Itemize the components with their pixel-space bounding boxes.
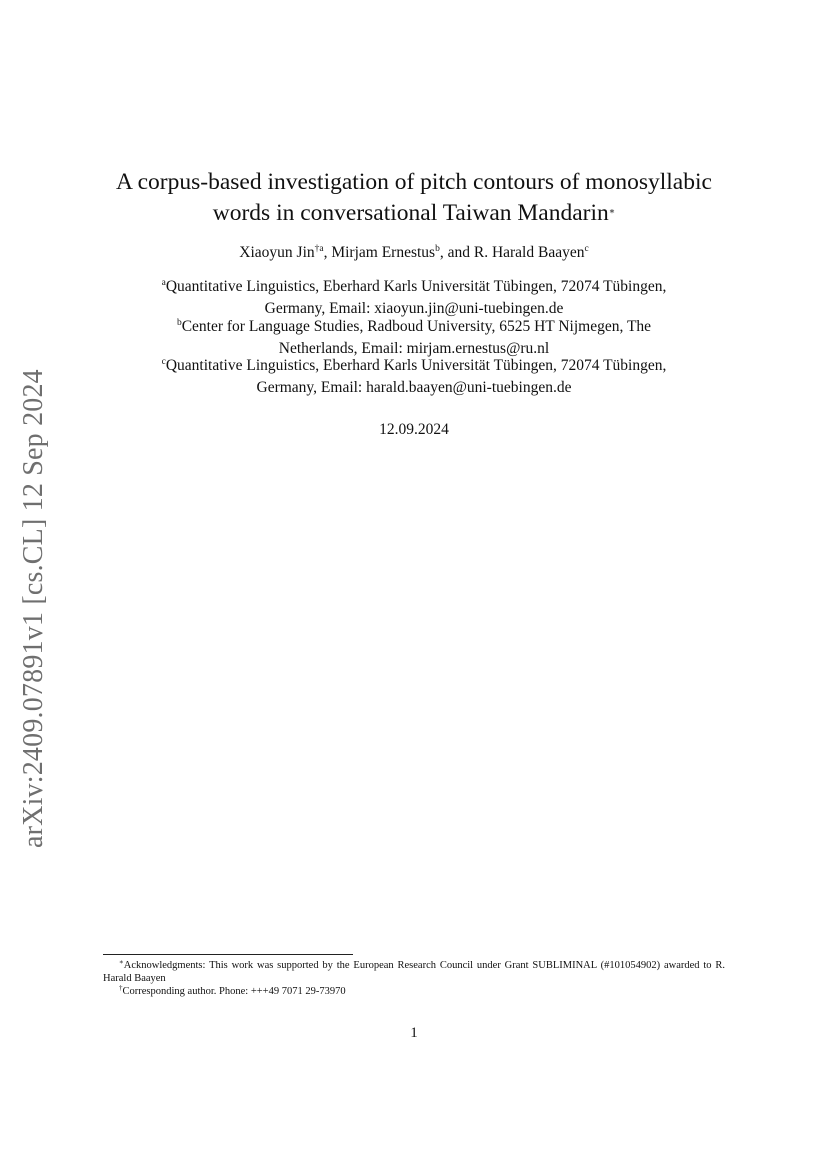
affiliation-line: Center for Language Studies, Radboud University, 6525 HT Nijmegen, The bbox=[181, 318, 652, 335]
author-list bbox=[100, 244, 728, 262]
affiliation-line: Quantitative Linguistics, Eberhard Karls Universität Tübingen, 72074 Tübingen, bbox=[165, 357, 667, 374]
affiliation-mark: b bbox=[176, 318, 182, 328]
author-affiliation-mark: b bbox=[435, 244, 440, 254]
paper-title bbox=[100, 167, 728, 229]
author-affiliation-mark: c bbox=[584, 244, 589, 254]
paper-date: 12.09.2024 bbox=[379, 421, 449, 438]
footnote-acknowledgments bbox=[103, 959, 725, 985]
footnote-mark: † bbox=[119, 984, 123, 992]
title-footnote-mark: ∗ bbox=[608, 207, 616, 217]
affiliation-b bbox=[100, 316, 728, 359]
footnote-corresponding-author bbox=[103, 985, 725, 998]
footnote-mark: ∗ bbox=[119, 958, 124, 966]
affiliation-line: Germany, Email: xiaoyun.jin@uni-tuebingen.de bbox=[264, 299, 564, 317]
author-name: Xiaoyun Jin bbox=[239, 244, 315, 261]
author-affiliation-mark: †a bbox=[314, 244, 324, 254]
affiliation-a bbox=[100, 276, 728, 319]
title-line-1: A corpus-based investigation of pitch contours of monosyllabic bbox=[116, 169, 712, 195]
affiliation-mark: a bbox=[161, 278, 166, 288]
affiliation-c bbox=[100, 355, 728, 398]
author-separator: , bbox=[323, 244, 332, 261]
author-name: Mirjam Ernestus bbox=[331, 244, 436, 261]
author-separator: , and bbox=[439, 244, 474, 261]
affiliation-mark: c bbox=[161, 357, 166, 367]
author-name: R. Harald Baayen bbox=[473, 244, 585, 261]
affiliation-line: Quantitative Linguistics, Eberhard Karls Universität Tübingen, 72074 Tübingen, bbox=[165, 278, 667, 295]
arxiv-identifier-stamp[interactable]: arXiv:2409.07891v1 [cs.CL] 12 Sep 2024 bbox=[18, 369, 49, 848]
affiliation-line: Germany, Email: harald.baayen@uni-tuebingen.de bbox=[256, 378, 572, 396]
affiliation-line: Netherlands, Email: mirjam.ernestus@ru.nl bbox=[278, 339, 550, 357]
title-line-2: words in conversational Taiwan Mandarin bbox=[212, 200, 609, 226]
footnote-text: Acknowledgments: This work was supported by the European Research Council under Grant SUBLIMINAL (#101054902) awarded to R. Harald Baayen bbox=[103, 960, 725, 984]
footnote-divider bbox=[103, 954, 353, 955]
footnotes bbox=[103, 959, 725, 998]
footnote-text: Corresponding author. Phone: +++49 7071 29-73970 bbox=[122, 986, 346, 997]
page-number: 1 bbox=[410, 1025, 418, 1041]
